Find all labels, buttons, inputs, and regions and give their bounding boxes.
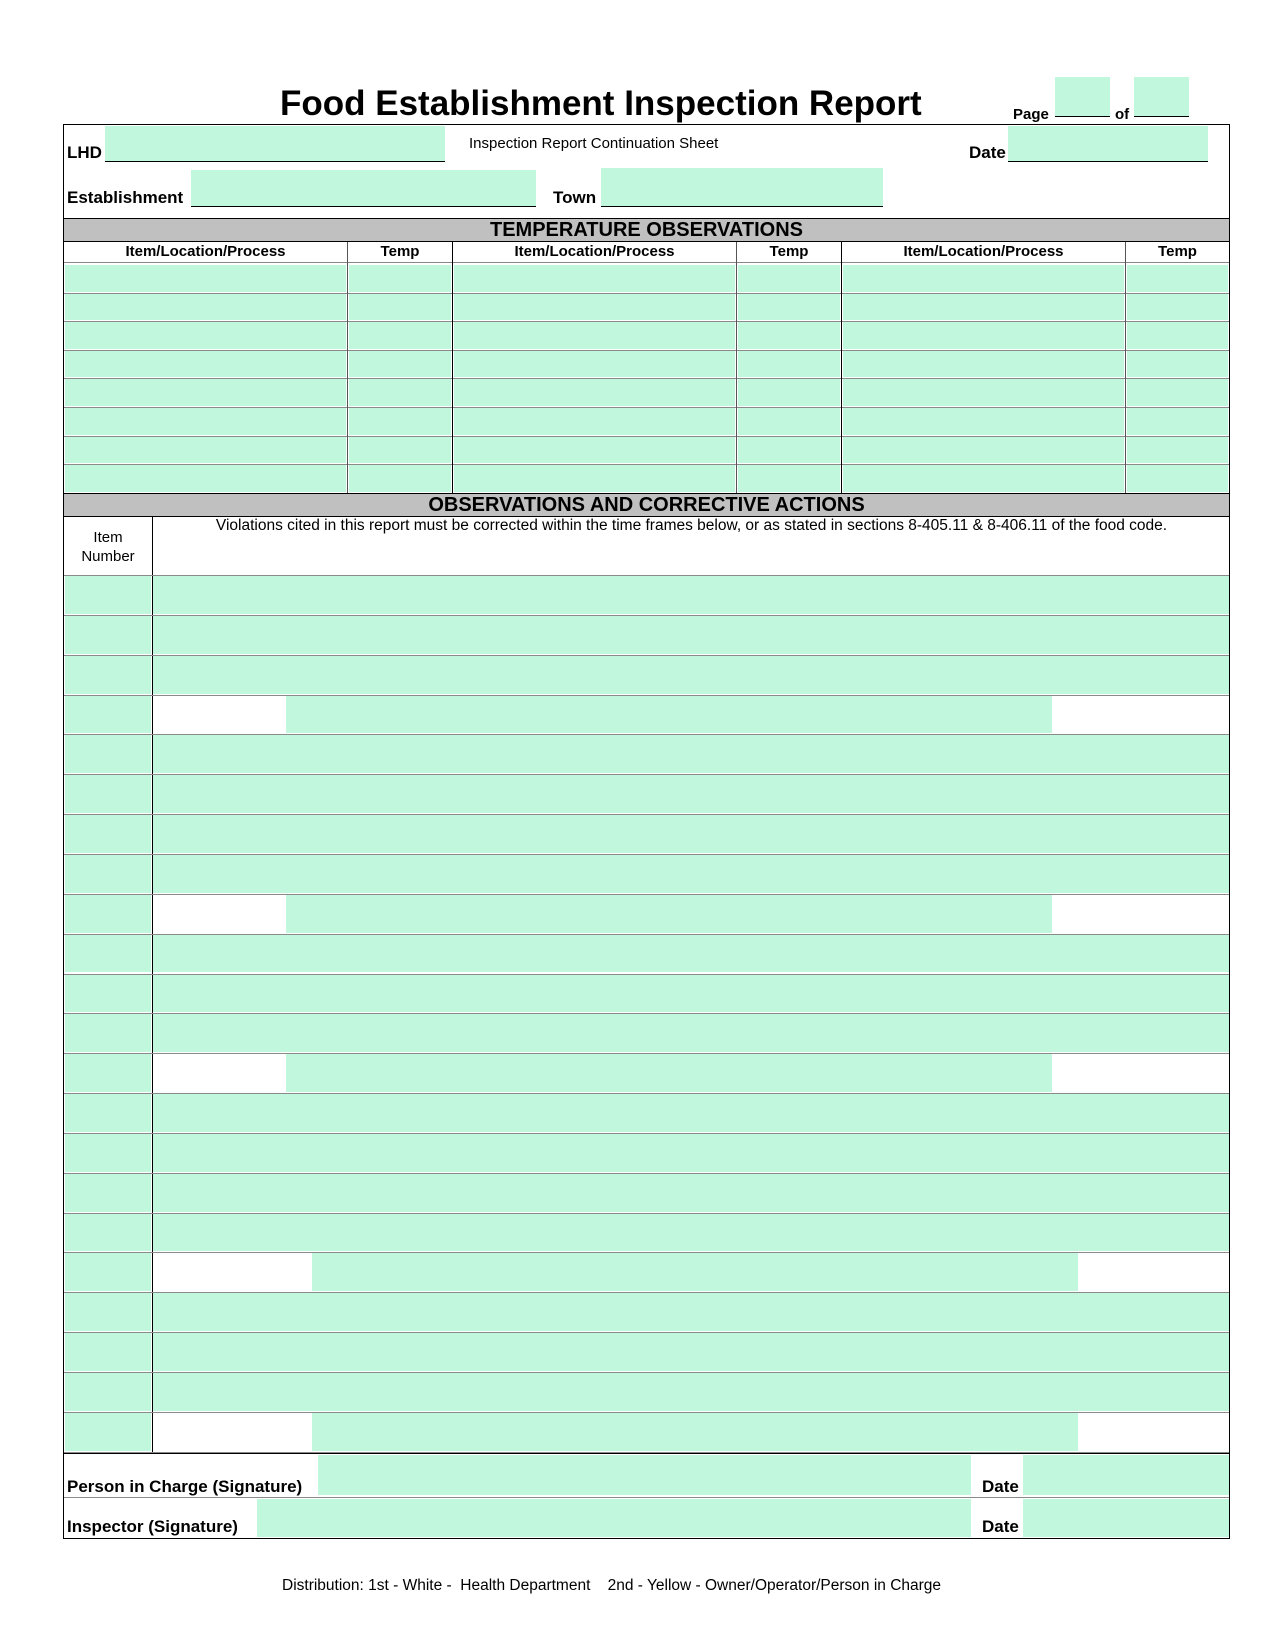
temp-value-cell[interactable] — [738, 294, 840, 321]
inspector-date-field[interactable] — [1023, 1499, 1229, 1537]
item-number-cell[interactable] — [65, 815, 151, 853]
temp-item-cell[interactable] — [843, 265, 1124, 292]
temp-col-header-temp-2: Temp — [737, 242, 841, 263]
page-number-underline — [1055, 116, 1110, 117]
temp-value-cell[interactable] — [1127, 322, 1228, 349]
observation-text-cell[interactable] — [153, 815, 1229, 853]
page-title: Food Establishment Inspection Report — [280, 84, 922, 123]
temp-value-cell[interactable] — [349, 379, 451, 406]
temp-col-header-temp-3: Temp — [1126, 242, 1229, 263]
temp-value-cell[interactable] — [349, 437, 451, 464]
temp-value-cell[interactable] — [738, 265, 840, 292]
lhd-label: LHD — [67, 143, 102, 162]
item-number-cell[interactable] — [65, 735, 151, 773]
observation-text-cell[interactable] — [153, 1174, 1229, 1212]
item-number-cell[interactable] — [65, 1014, 151, 1052]
town-field[interactable] — [601, 168, 883, 206]
temp-value-cell[interactable] — [1127, 437, 1228, 464]
item-number-cell[interactable] — [65, 1214, 151, 1252]
person-in-charge-label: Person in Charge (Signature) — [67, 1477, 303, 1496]
temp-col-divider — [736, 242, 737, 493]
item-number-cell[interactable] — [65, 775, 151, 813]
temp-value-cell[interactable] — [1127, 265, 1228, 292]
establishment-label: Establishment — [67, 188, 184, 207]
observation-text-cell[interactable] — [153, 1014, 1229, 1052]
observation-text-cell[interactable] — [153, 576, 1229, 614]
inspector-date-label: Date — [982, 1517, 1019, 1536]
establishment-underline — [191, 206, 536, 207]
item-number-cell[interactable] — [65, 975, 151, 1013]
item-number-cell[interactable] — [65, 1253, 151, 1291]
observation-text-cell[interactable] — [153, 855, 1229, 893]
item-number-cell[interactable] — [65, 1134, 151, 1172]
person-in-charge-date-field[interactable] — [1023, 1455, 1229, 1495]
item-number-cell[interactable] — [65, 1413, 151, 1451]
item-number-cell[interactable] — [65, 1174, 151, 1212]
temp-item-cell[interactable] — [843, 322, 1124, 349]
item-number-cell[interactable] — [65, 1373, 151, 1411]
distribution-footer: Distribution: 1st - White - Health Department 2nd - Yellow - Owner/Operator/Person in Charge — [282, 1577, 942, 1594]
temp-item-cell[interactable] — [454, 408, 735, 435]
temp-item-cell[interactable] — [454, 322, 735, 349]
temp-item-cell[interactable] — [454, 351, 735, 378]
observation-text-cell[interactable] — [153, 1134, 1229, 1172]
page-total-underline — [1134, 116, 1189, 117]
continuation-sheet-label: Inspection Report Continuation Sheet — [469, 135, 719, 152]
observation-text-cell[interactable] — [153, 1293, 1229, 1331]
date-field[interactable] — [1008, 126, 1208, 162]
item-number-cell[interactable] — [65, 616, 151, 654]
signature-mid-rule — [64, 1497, 1229, 1498]
temp-col-header-item-2: Item/Location/Process — [453, 242, 736, 263]
page-label: Page — [1013, 106, 1049, 123]
inspector-label: Inspector (Signature) — [67, 1517, 238, 1536]
temp-value-cell[interactable] — [738, 437, 840, 464]
item-number-cell[interactable] — [65, 576, 151, 614]
observation-text-cell[interactable] — [286, 696, 1052, 734]
observation-text-cell[interactable] — [312, 1413, 1078, 1451]
temp-item-cell[interactable] — [843, 294, 1124, 321]
temp-col-divider — [1125, 242, 1126, 493]
temp-item-cell[interactable] — [454, 379, 735, 406]
temp-col-divider — [452, 242, 453, 493]
temp-value-cell[interactable] — [1127, 351, 1228, 378]
temp-item-cell[interactable] — [65, 322, 346, 349]
temp-item-cell[interactable] — [843, 437, 1124, 464]
observation-text-cell[interactable] — [153, 656, 1229, 694]
item-number-cell[interactable] — [65, 1333, 151, 1371]
temp-value-cell[interactable] — [349, 351, 451, 378]
temp-item-cell[interactable] — [454, 437, 735, 464]
observation-text-cell[interactable] — [153, 616, 1229, 654]
town-underline — [601, 206, 883, 207]
temp-value-cell[interactable] — [349, 465, 451, 492]
item-number-cell[interactable] — [65, 935, 151, 973]
temp-item-cell[interactable] — [65, 379, 346, 406]
item-number-cell[interactable] — [65, 855, 151, 893]
observation-text-cell[interactable] — [153, 1373, 1229, 1411]
temp-item-cell[interactable] — [843, 379, 1124, 406]
observation-text-cell[interactable] — [153, 775, 1229, 813]
signature-top-rule — [64, 1453, 1229, 1454]
temp-value-cell[interactable] — [349, 408, 451, 435]
observation-text-cell[interactable] — [153, 735, 1229, 773]
page-total-field[interactable] — [1134, 77, 1189, 117]
temp-col-divider — [841, 242, 842, 493]
temp-item-cell[interactable] — [65, 437, 346, 464]
observation-text-cell[interactable] — [312, 1253, 1078, 1291]
temp-col-header-item-1: Item/Location/Process — [64, 242, 347, 263]
observation-text-cell[interactable] — [286, 1054, 1052, 1092]
observation-text-cell[interactable] — [153, 1094, 1229, 1132]
temperature-section-title: TEMPERATURE OBSERVATIONS — [64, 218, 1229, 242]
temp-value-cell[interactable] — [738, 465, 840, 492]
temp-value-cell[interactable] — [1127, 294, 1228, 321]
temp-item-cell[interactable] — [65, 408, 346, 435]
lhd-field[interactable] — [105, 126, 445, 162]
temp-item-cell[interactable] — [454, 465, 735, 492]
town-label: Town — [553, 188, 597, 207]
person-in-charge-signature-field[interactable] — [318, 1455, 971, 1495]
temp-item-cell[interactable] — [65, 294, 346, 321]
temp-col-header-item-3: Item/Location/Process — [842, 242, 1125, 263]
temp-value-cell[interactable] — [1127, 465, 1228, 492]
lhd-underline — [105, 161, 445, 162]
date-label: Date — [969, 143, 1006, 162]
temp-item-cell[interactable] — [65, 351, 346, 378]
temp-item-cell[interactable] — [454, 265, 735, 292]
temp-item-cell[interactable] — [65, 465, 346, 492]
observations-section-title: OBSERVATIONS AND CORRECTIVE ACTIONS — [64, 493, 1229, 517]
temp-col-header-temp-1: Temp — [348, 242, 452, 263]
temp-value-cell[interactable] — [738, 322, 840, 349]
observation-text-cell[interactable] — [286, 895, 1052, 933]
temp-item-cell[interactable] — [843, 465, 1124, 492]
item-number-cell[interactable] — [65, 895, 151, 933]
observation-text-cell[interactable] — [153, 975, 1229, 1013]
temp-item-cell[interactable] — [843, 351, 1124, 378]
observation-text-cell[interactable] — [153, 935, 1229, 973]
item-number-cell[interactable] — [65, 696, 151, 734]
temp-item-cell[interactable] — [454, 294, 735, 321]
temp-value-cell[interactable] — [738, 351, 840, 378]
establishment-field[interactable] — [191, 170, 536, 206]
item-number-header: Item Number — [81, 529, 135, 565]
temp-item-cell[interactable] — [843, 408, 1124, 435]
violations-notice: Violations cited in this report must be corrected within the time frames below, or as stated in sections 8-405.11 & 8-406.11 of the food code. — [215, 517, 1168, 534]
date-underline — [1008, 161, 1208, 162]
temp-value-cell[interactable] — [1127, 408, 1228, 435]
person-in-charge-date-label: Date — [982, 1477, 1019, 1496]
item-number-cell[interactable] — [65, 1293, 151, 1331]
observation-text-cell[interactable] — [153, 1214, 1229, 1252]
temp-col-divider — [347, 242, 348, 493]
of-label: of — [1115, 106, 1130, 123]
temp-value-cell[interactable] — [349, 294, 451, 321]
item-number-cell[interactable] — [65, 656, 151, 694]
temp-value-cell[interactable] — [349, 322, 451, 349]
temp-value-cell[interactable] — [1127, 379, 1228, 406]
page-number-field[interactable] — [1055, 77, 1110, 117]
observation-text-cell[interactable] — [153, 1333, 1229, 1371]
item-number-cell[interactable] — [65, 1054, 151, 1092]
temp-value-cell[interactable] — [349, 265, 451, 292]
inspector-signature-field[interactable] — [257, 1499, 971, 1537]
temp-value-cell[interactable] — [738, 379, 840, 406]
temp-item-cell[interactable] — [65, 265, 346, 292]
item-number-cell[interactable] — [65, 1094, 151, 1132]
temp-value-cell[interactable] — [738, 408, 840, 435]
